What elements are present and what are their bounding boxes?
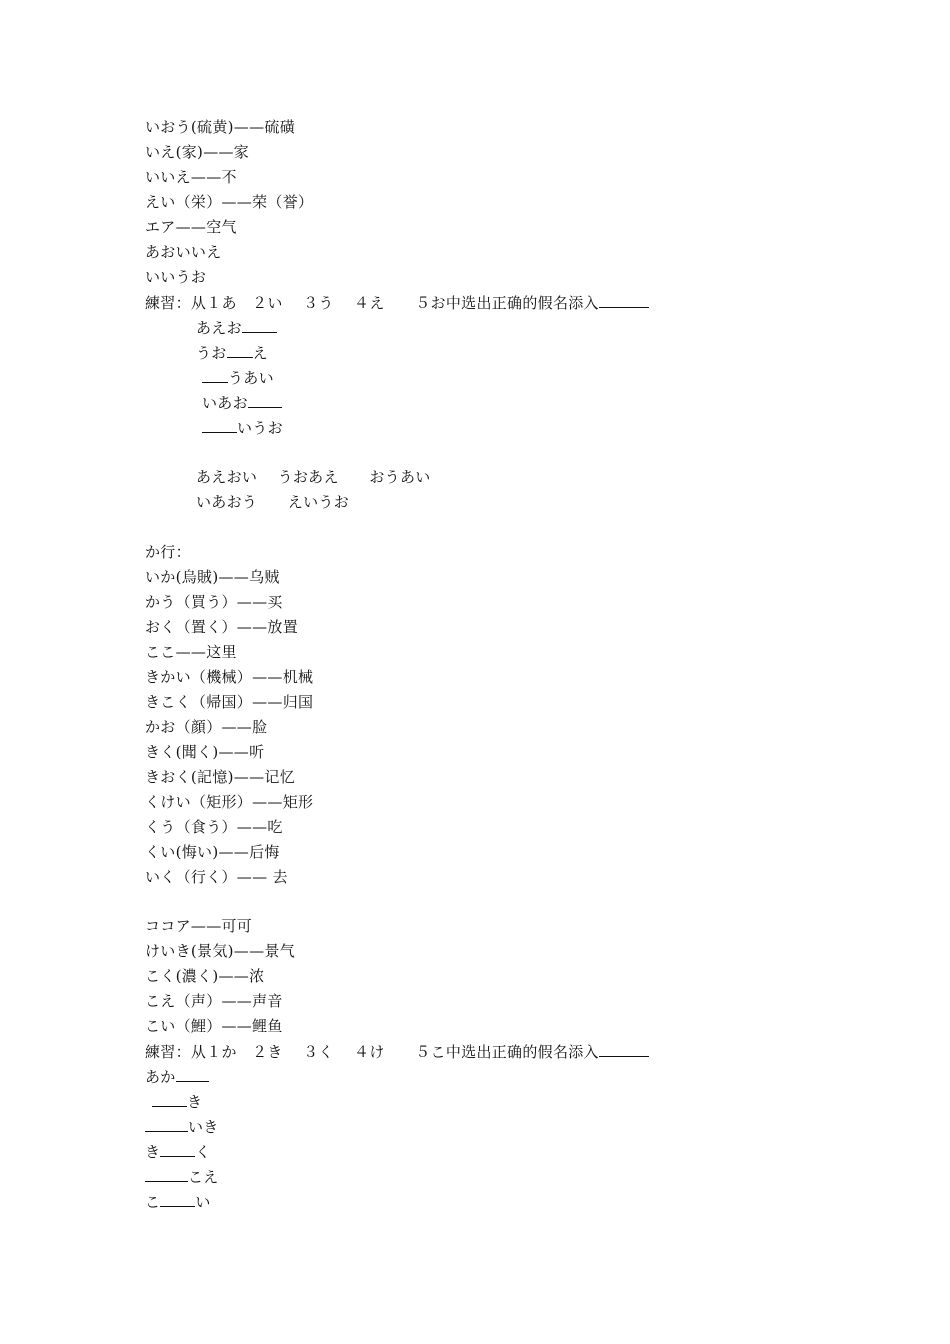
vocab-line: ココア——可可 (145, 917, 253, 935)
answer-blank[interactable] (202, 365, 228, 383)
answer-blank[interactable] (145, 1164, 188, 1182)
item-prefix: き (145, 1143, 161, 1161)
vocab-line: エア——空气 (145, 218, 237, 236)
answer-blank[interactable] (227, 340, 253, 358)
exercise-item (145, 1064, 209, 1089)
vocab-line: いく（行く）—— 去 (145, 868, 288, 886)
vocab-line: いおう(硫黄)——硫磺 (145, 118, 296, 136)
item-suffix: え (252, 344, 268, 362)
item-suffix: い (195, 1193, 211, 1211)
vocab-line: こい（鯉）——鲤鱼 (145, 1017, 283, 1035)
item-suffix: こえ (188, 1168, 219, 1186)
exercise-prompt (145, 1039, 649, 1064)
exercise-prompt-text: 練習：从１か ２き ３く ４け ５こ中选出正确的假名添入 (145, 1043, 599, 1061)
vocab-line: こく(濃く)——浓 (145, 967, 265, 985)
answer-blank[interactable] (599, 290, 649, 308)
vocab-line: きおく(記憶)——记忆 (145, 768, 296, 786)
answer-blank[interactable] (160, 1189, 195, 1207)
item-suffix: き (187, 1093, 203, 1111)
exercise-item (145, 1164, 219, 1189)
vocab-line: けいき(景気)——景气 (145, 942, 296, 960)
item-prefix: あか (145, 1068, 176, 1086)
section-heading: か行： (145, 543, 191, 561)
item-prefix: うお (196, 344, 227, 362)
vocab-line: くう（食う）——吃 (145, 818, 283, 836)
item-suffix: いうお (237, 419, 283, 437)
answer-line: いあおう えいうお (196, 493, 350, 511)
answer-blank[interactable] (248, 390, 282, 408)
exercise-item (145, 1114, 219, 1139)
item-prefix: あえお (196, 319, 242, 337)
vocab-line: きこく（帰国）——归国 (145, 693, 314, 711)
answer-blank[interactable] (242, 315, 277, 333)
exercise-prompt (145, 290, 649, 315)
vocab-line: あおいいえ (145, 243, 222, 261)
answer-blank[interactable] (145, 1114, 188, 1132)
vocab-line: いか(烏賊)——乌贼 (145, 568, 280, 586)
answer-blank[interactable] (160, 1139, 195, 1157)
vocab-line: こえ（声）——声音 (145, 992, 283, 1010)
answer-blank[interactable] (152, 1089, 187, 1107)
vocab-line: いいうお (145, 268, 207, 286)
vocab-line: おく（置く）——放置 (145, 618, 299, 636)
item-suffix: いき (188, 1118, 219, 1136)
exercise-prompt-text: 練習：从１あ ２い ３う ４え ５お中选出正确的假名添入 (145, 294, 599, 312)
vocab-line: ここ——这里 (145, 643, 237, 661)
item-prefix: こ (145, 1193, 161, 1211)
answer-line: あえおい うおあえ おうあい (196, 468, 431, 486)
vocab-line: くけい（矩形）——矩形 (145, 793, 314, 811)
vocab-line: きかい（機械）——机械 (145, 668, 314, 686)
vocab-line: いえ(家)——家 (145, 143, 250, 161)
vocab-line: きく(聞く)——听 (145, 743, 265, 761)
vocab-line: くい(悔い)——后悔 (145, 843, 280, 861)
exercise-item (145, 1189, 211, 1214)
exercise-item (196, 315, 277, 340)
item-prefix: いあお (202, 394, 248, 412)
answer-blank[interactable] (202, 415, 237, 433)
vocab-line: いいえ——不 (145, 168, 237, 186)
exercise-item (202, 415, 283, 440)
exercise-item (202, 390, 282, 415)
answer-blank[interactable] (176, 1064, 209, 1082)
exercise-item (202, 365, 274, 390)
item-suffix: く (195, 1143, 211, 1161)
answer-blank[interactable] (599, 1039, 649, 1057)
vocab-line: かお（顔）——脸 (145, 718, 268, 736)
vocab-line: かう（買う）——买 (145, 593, 283, 611)
exercise-item (196, 340, 268, 365)
item-suffix: うあい (228, 369, 274, 387)
exercise-item (152, 1089, 202, 1114)
exercise-item (145, 1139, 211, 1164)
vocab-line: えい（栄）——荣（誉） (145, 193, 314, 211)
